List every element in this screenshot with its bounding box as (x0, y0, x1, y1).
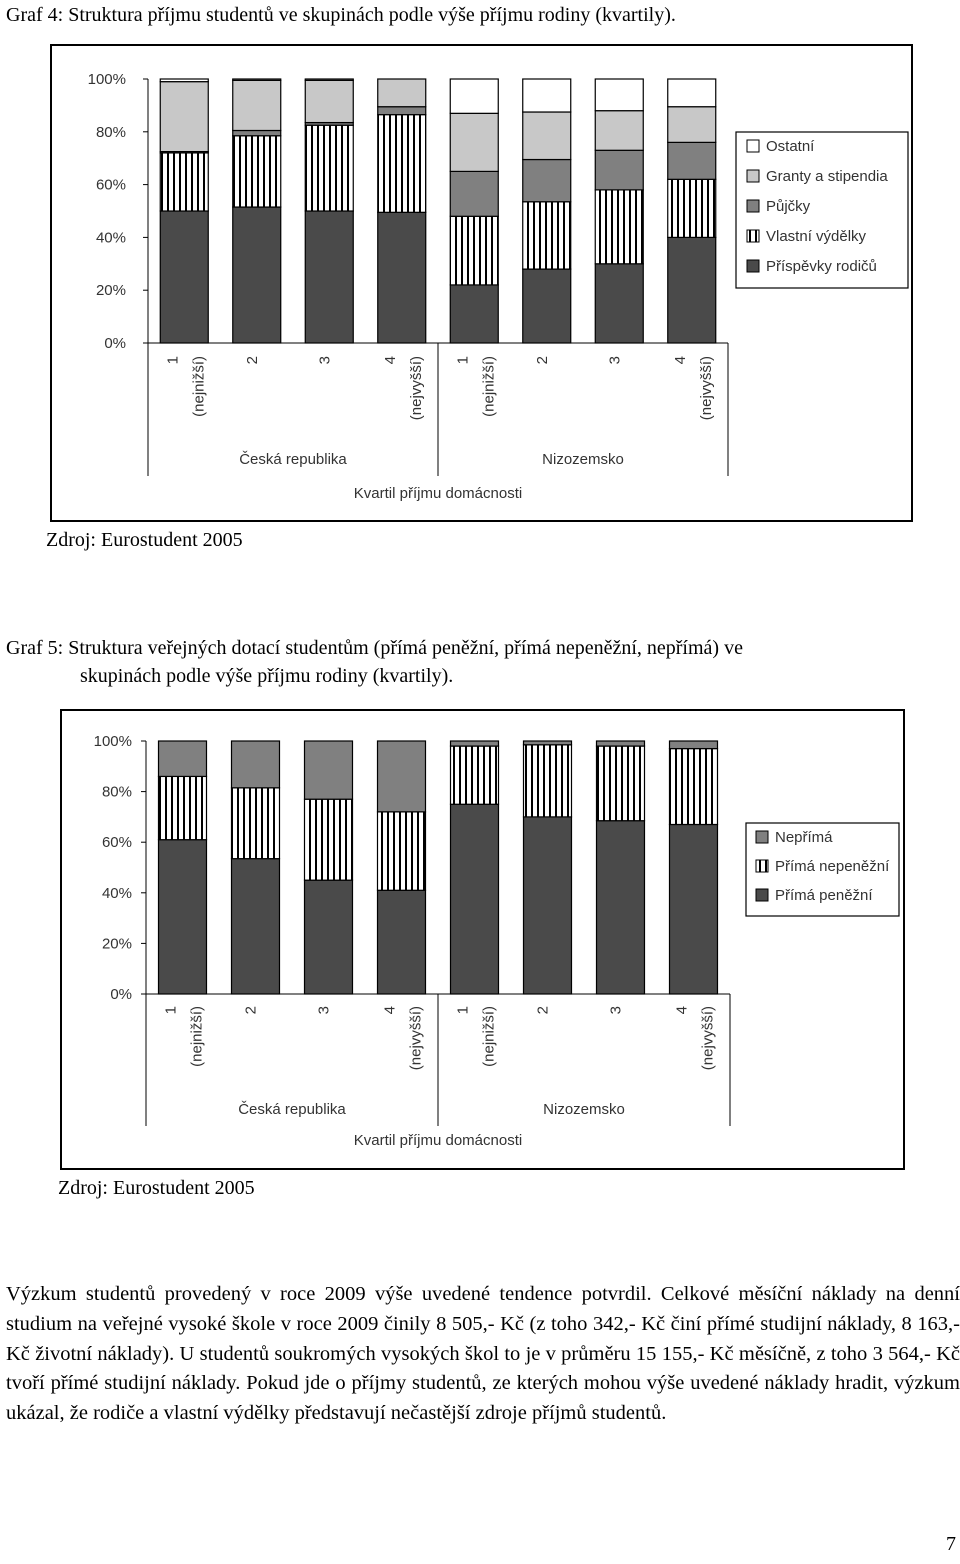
page-number: 7 (946, 1533, 956, 1555)
y-tick-label: 100% (87, 71, 126, 88)
x-tick-label: 1 (454, 356, 472, 365)
x-tick-label: 3 (606, 356, 624, 365)
group-label: Nizozemsko (543, 1101, 625, 1118)
bar-segment (668, 179, 716, 237)
bar-segment (450, 216, 498, 285)
legend-swatch (747, 170, 759, 182)
legend-swatch (756, 889, 768, 901)
bar-segment (159, 776, 207, 839)
bar-segment (305, 741, 353, 799)
legend-label: Přímá nepeněžní (775, 858, 890, 875)
x-tick-label: (nejnižší) (480, 1006, 498, 1067)
bar-segment (160, 153, 208, 211)
legend-label: Ostatní (766, 138, 815, 155)
bar-segment (378, 107, 426, 115)
legend-swatch (756, 860, 768, 872)
bar-segment (233, 136, 281, 207)
graph4-chart-frame (50, 44, 913, 522)
graph5-heading (6, 634, 946, 690)
bar-segment (451, 746, 499, 804)
legend-label: Nepřímá (775, 829, 833, 846)
bar-segment (233, 80, 281, 130)
bar-segment (378, 890, 426, 994)
graph5-heading-line2: skupinách podle výše příjmu rodiny (kvartily). (80, 665, 454, 687)
bar-segment (233, 207, 281, 343)
bar-segment (668, 142, 716, 179)
x-tick-label: 1 (162, 1006, 180, 1015)
bar-segment (523, 112, 571, 160)
x-tick-label: 1 (164, 356, 182, 365)
x-tick-label: 4 (671, 356, 689, 365)
bar-segment (378, 115, 426, 213)
y-tick-label: 20% (95, 282, 126, 300)
bar-segment (378, 79, 426, 107)
bar-segment (159, 840, 207, 994)
bar-segment (595, 264, 643, 343)
y-tick-label: 0% (110, 986, 132, 1003)
bar-segment (450, 171, 498, 216)
graph5-heading-line1: Graf 5: Struktura veřejných dotací studentům (přímá peněžní, přímá nepeněžní, nepřímá) ve (6, 637, 743, 659)
x-tick-label: 2 (243, 356, 261, 365)
x-tick-label: (nejvyšší) (407, 1006, 425, 1071)
graph5-source: Zdroj: Eurostudent 2005 (58, 1177, 255, 1199)
x-tick-label: 3 (315, 1006, 333, 1015)
bar-segment (305, 79, 353, 80)
group-label: Česká republika (238, 1101, 346, 1118)
body-paragraph: Výzkum studentů provedený v roce 2009 výše uvedené tendence potvrdil. Celkové měsíční náklady na denní studium na veřejné vysoké škole v roce 2009 činily 8 505,- Kč (z toho 342,- Kč činí přímé studijní náklady, 8 163,- Kč životní náklady). U studentů soukromých vysokých škol to je v průměru 15 155,- Kč měsíčně, z toho 3 564,- Kč tvoří přímé studijní náklady. Pokud jde o příjmy studentů, ze kterých mohou výše uvedené náklady hradit, výzkum ukázal, že rodiče a vlastní výdělky představují nečastější zdroje příjmů studentů. (6, 1283, 960, 1425)
graph5-chart-frame (60, 709, 905, 1170)
bar-segment (670, 824, 718, 994)
x-axis-title: Kvartil příjmu domácnosti (353, 485, 523, 502)
legend-label: Příspěvky rodičů (766, 258, 877, 275)
graph5-chart (62, 711, 903, 1168)
bar-segment (670, 741, 718, 749)
bar-segment (523, 269, 571, 343)
bar-segment (450, 285, 498, 343)
legend-swatch (756, 831, 768, 843)
x-tick-label: 4 (673, 1006, 691, 1015)
y-tick-label: 40% (101, 884, 132, 902)
bar-segment (451, 741, 499, 746)
bar-segment (378, 212, 426, 343)
bar-segment (523, 202, 571, 269)
legend-swatch (747, 200, 759, 212)
bar-segment (305, 880, 353, 994)
y-tick-label: 80% (101, 783, 132, 801)
bar-segment (450, 79, 498, 113)
bar-segment (597, 746, 645, 821)
bar-segment (668, 79, 716, 107)
x-tick-label: 1 (454, 1006, 472, 1015)
legend-label: Půjčky (766, 198, 811, 215)
x-tick-label: 2 (533, 356, 551, 365)
x-tick-label: 3 (316, 356, 334, 365)
y-tick-label: 60% (95, 176, 126, 194)
bar-segment (595, 150, 643, 190)
bar-segment (305, 125, 353, 211)
bar-segment (378, 812, 426, 890)
legend-label: Přímá peněžní (775, 887, 873, 904)
bar-segment (595, 79, 643, 111)
x-tick-label: 3 (607, 1006, 625, 1015)
bar-segment (523, 160, 571, 202)
bar-segment (233, 130, 281, 135)
legend-label: Granty a stipendia (766, 168, 888, 185)
y-tick-label: 0% (104, 335, 126, 352)
x-tick-label: (nejvyšší) (697, 356, 715, 421)
bar-segment (232, 859, 280, 994)
bar-segment (668, 237, 716, 343)
graph4-heading: Graf 4: Struktura příjmu studentů ve skupinách podle výše příjmu rodiny (kvartily). (6, 4, 676, 26)
bar-segment (597, 821, 645, 994)
bar-segment (232, 788, 280, 859)
legend-swatch (747, 230, 759, 242)
bar-segment (160, 211, 208, 343)
group-label: Česká republika (239, 451, 347, 468)
bar-segment (595, 111, 643, 151)
y-tick-label: 60% (101, 834, 132, 852)
bar-segment (378, 741, 426, 812)
bar-segment (305, 211, 353, 343)
graph4-chart (52, 46, 911, 520)
y-tick-label: 100% (93, 733, 132, 750)
bar-segment (524, 745, 572, 817)
graph4-source: Zdroj: Eurostudent 2005 (46, 529, 243, 551)
bar-segment (670, 749, 718, 825)
y-tick-label: 40% (95, 229, 126, 247)
x-tick-label: (nejnižší) (480, 356, 498, 417)
bar-segment (524, 817, 572, 994)
y-tick-label: 80% (95, 123, 126, 141)
bar-segment (668, 107, 716, 143)
x-tick-label: 4 (381, 356, 399, 365)
bar-segment (524, 741, 572, 745)
group-label: Nizozemsko (542, 451, 624, 468)
bar-segment (595, 190, 643, 264)
x-tick-label: 2 (534, 1006, 552, 1015)
x-tick-label: (nejnižší) (188, 1006, 206, 1067)
bar-segment (160, 82, 208, 152)
bar-segment (451, 804, 499, 994)
x-tick-label: (nejvyšší) (407, 356, 425, 421)
x-tick-label: (nejnižší) (190, 356, 208, 417)
legend-swatch (747, 140, 759, 152)
bar-segment (232, 741, 280, 788)
x-tick-label: 2 (242, 1006, 260, 1015)
bar-segment (523, 79, 571, 112)
legend-swatch (747, 260, 759, 272)
bar-segment (159, 741, 207, 776)
x-tick-label: 4 (381, 1006, 399, 1015)
bar-segment (450, 113, 498, 171)
legend-label: Vlastní výdělky (766, 228, 867, 245)
bar-segment (160, 79, 208, 82)
bar-segment (233, 79, 281, 80)
bar-segment (305, 80, 353, 122)
y-tick-label: 20% (101, 935, 132, 953)
x-axis-title: Kvartil příjmu domácnosti (353, 1132, 523, 1149)
bar-segment (305, 799, 353, 880)
x-tick-label: (nejvyšší) (699, 1006, 717, 1071)
bar-segment (597, 741, 645, 746)
